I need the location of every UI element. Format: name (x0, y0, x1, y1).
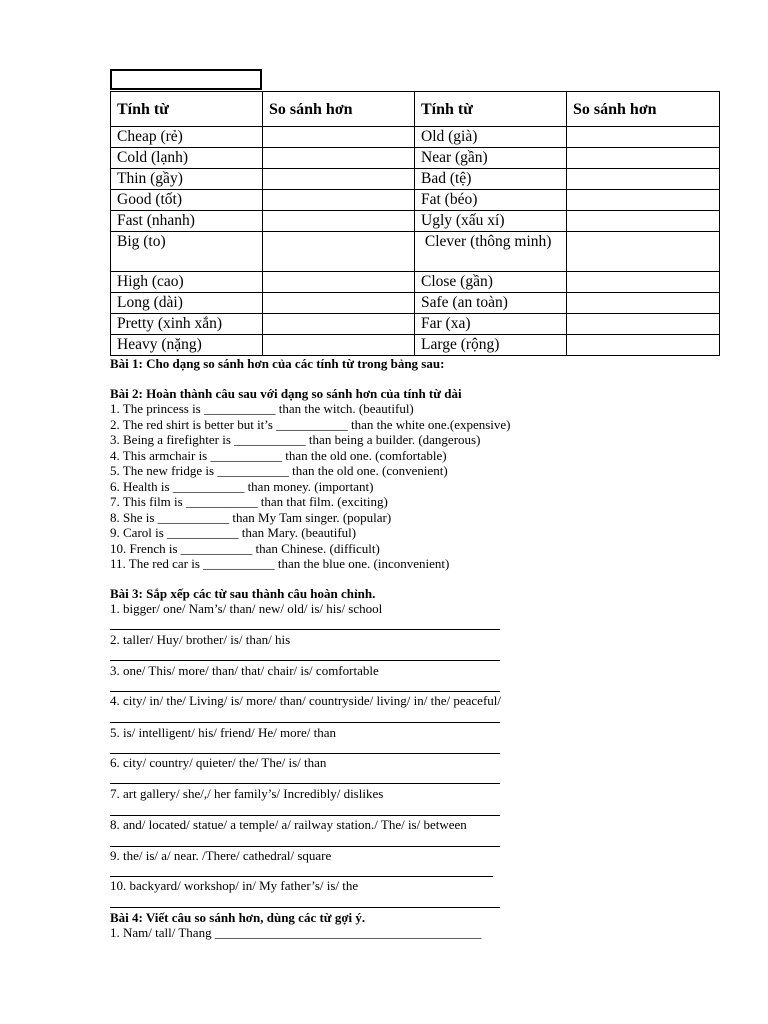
exercise-3-item: 5. is/ intelligent/ his/ friend/ He/ more/ than (110, 725, 337, 740)
exercise-2-item: 3. Being a firefighter is ___________ than being a builder. (dangerous) (110, 432, 481, 447)
adjective-cell: Fat (béo) (415, 190, 567, 211)
answer-cell[interactable] (263, 314, 415, 335)
exercise-3-title: Bài 3: Sắp xếp các từ sau thành câu hoàn chỉnh. (110, 586, 376, 601)
table-row (111, 190, 720, 211)
answer-line[interactable] (110, 753, 500, 754)
adjective-cell: Pretty (xinh xắn) (111, 314, 263, 335)
table-row (111, 211, 720, 232)
table-row (111, 293, 720, 314)
answer-cell[interactable] (263, 190, 415, 211)
answer-line[interactable] (110, 660, 500, 661)
answer-cell[interactable] (263, 127, 415, 148)
table-row (111, 314, 720, 335)
answer-line[interactable] (110, 783, 500, 784)
answer-line[interactable] (110, 722, 500, 723)
answer-cell[interactable] (567, 127, 720, 148)
answer-cell[interactable] (263, 148, 415, 169)
answer-cell[interactable] (567, 335, 720, 356)
adjective-cell: Cold (lạnh) (111, 148, 263, 169)
adjective-cell: Fast (nhanh) (111, 211, 263, 232)
answer-cell[interactable] (567, 314, 720, 335)
exercise-3-item: 6. city/ country/ quieter/ the/ The/ is/ than (110, 755, 327, 770)
adjective-cell: Near (gần) (415, 148, 567, 169)
exercise-2-item: 1. The princess is ___________ than the witch. (beautiful) (110, 401, 414, 416)
adjective-cell: Big (to) (111, 232, 263, 272)
exercise-2-item: 9. Carol is ___________ than Mary. (beautiful) (110, 525, 357, 540)
exercise-2-item: 7. This film is ___________ than that film. (exciting) (110, 494, 388, 509)
exercise-2-item: 11. The red car is ___________ than the blue one. (inconvenient) (110, 556, 450, 571)
header-adjective-left: Tính từ (111, 92, 263, 127)
table-row (111, 127, 720, 148)
answer-cell[interactable] (263, 211, 415, 232)
table-row (111, 232, 720, 272)
answer-cell[interactable] (263, 335, 415, 356)
answer-cell[interactable] (263, 169, 415, 190)
answer-line[interactable] (110, 629, 500, 630)
answer-cell[interactable] (263, 293, 415, 314)
answer-line[interactable] (110, 846, 500, 847)
table-row (111, 272, 720, 293)
table-row (111, 148, 720, 169)
exercise-3-item: 2. taller/ Huy/ brother/ is/ than/ his (110, 632, 291, 647)
header-comparative-left: So sánh hơn (263, 92, 415, 127)
exercise-3-item: 3. one/ This/ more/ than/ that/ chair/ is/ comfortable (110, 663, 379, 678)
answer-cell[interactable] (567, 232, 720, 272)
exercise-2-item: 4. This armchair is ___________ than the old one. (comfortable) (110, 447, 447, 463)
exercise-3-item: 10. backyard/ workshop/ in/ My father’s/ is/ the (110, 878, 359, 893)
adjective-cell: Close (gần) (415, 272, 567, 293)
adjective-cell: Large (rộng) (415, 335, 567, 356)
answer-line[interactable] (110, 691, 500, 692)
adjective-cell: Safe (an toàn) (415, 293, 567, 314)
exercise-3-item: 9. the/ is/ a/ near. /There/ cathedral/ square (110, 848, 332, 863)
answer-cell[interactable] (263, 272, 415, 293)
adjective-cell: Old (già) (415, 127, 567, 148)
answer-line[interactable] (110, 815, 500, 816)
exercise-4-title: Bài 4: Viết câu so sánh hơn, dùng các từ gợi ý. (110, 910, 366, 925)
header-comparative-right: So sánh hơn (567, 92, 720, 127)
adjective-cell: Thin (gầy) (111, 169, 263, 190)
header-box (110, 69, 262, 90)
adjective-cell: High (cao) (111, 272, 263, 293)
exercise-2-title: Bài 2: Hoàn thành câu sau với dạng so sánh hơn của tính từ dài (110, 386, 462, 401)
adjective-cell: Cheap (rẻ) (111, 127, 263, 148)
exercise-2-item: 5. The new fridge is ___________ than the old one. (convenient) (110, 463, 448, 478)
adjective-cell: Bad (tệ) (415, 169, 567, 190)
answer-cell[interactable] (567, 148, 720, 169)
answer-cell[interactable] (567, 211, 720, 232)
exercise-3-item: 7. art gallery/ she/,/ her family’s/ Incredibly/ dislikes (110, 786, 384, 801)
adjective-cell: Long (dài) (111, 293, 263, 314)
exercise-3-item: 8. and/ located/ statue/ a temple/ a/ railway station./ The/ is/ between (110, 817, 467, 832)
answer-cell[interactable] (567, 293, 720, 314)
exercise-2-item: 10. French is ___________ than Chinese. (difficult) (110, 540, 380, 556)
answer-cell[interactable] (567, 169, 720, 190)
exercise-3-item: 4. city/ in/ the/ Living/ is/ more/ than/ countryside/ living/ in/ the/ peaceful/ (110, 693, 502, 708)
answer-cell[interactable] (263, 232, 415, 272)
adjective-cell: Good (tốt) (111, 190, 263, 211)
answer-cell[interactable] (567, 190, 720, 211)
answer-line[interactable] (110, 907, 500, 908)
exercise-3-item: 1. bigger/ one/ Nam’s/ than/ new/ old/ is/ his/ school (110, 601, 383, 616)
exercise-4-item: 1. Nam/ tall/ Thang _________________________________________ (110, 925, 482, 940)
exercise-2-item: 2. The red shirt is better but it’s ___________ than the white one.(expensive) (110, 416, 511, 432)
table-row (111, 169, 720, 190)
adjective-cell: Ugly (xấu xí) (415, 211, 567, 232)
table-header-row (111, 92, 720, 127)
exercise-2-item: 6. Health is ___________ than money. (important) (110, 478, 374, 494)
answer-line[interactable] (110, 876, 493, 877)
answer-cell[interactable] (567, 272, 720, 293)
exercise-2-item: 8. She is ___________ than My Tam singer. (popular) (110, 509, 392, 525)
header-adjective-right: Tính từ (415, 92, 567, 127)
table-row (111, 335, 720, 356)
adjective-table (110, 91, 720, 356)
adjective-cell: Heavy (nặng) (111, 335, 263, 356)
adjective-cell: Clever (thông minh) (415, 232, 567, 272)
exercise-1-title: Bài 1: Cho dạng so sánh hơn của các tính từ trong bảng sau: (110, 356, 445, 371)
adjective-cell: Far (xa) (415, 314, 567, 335)
